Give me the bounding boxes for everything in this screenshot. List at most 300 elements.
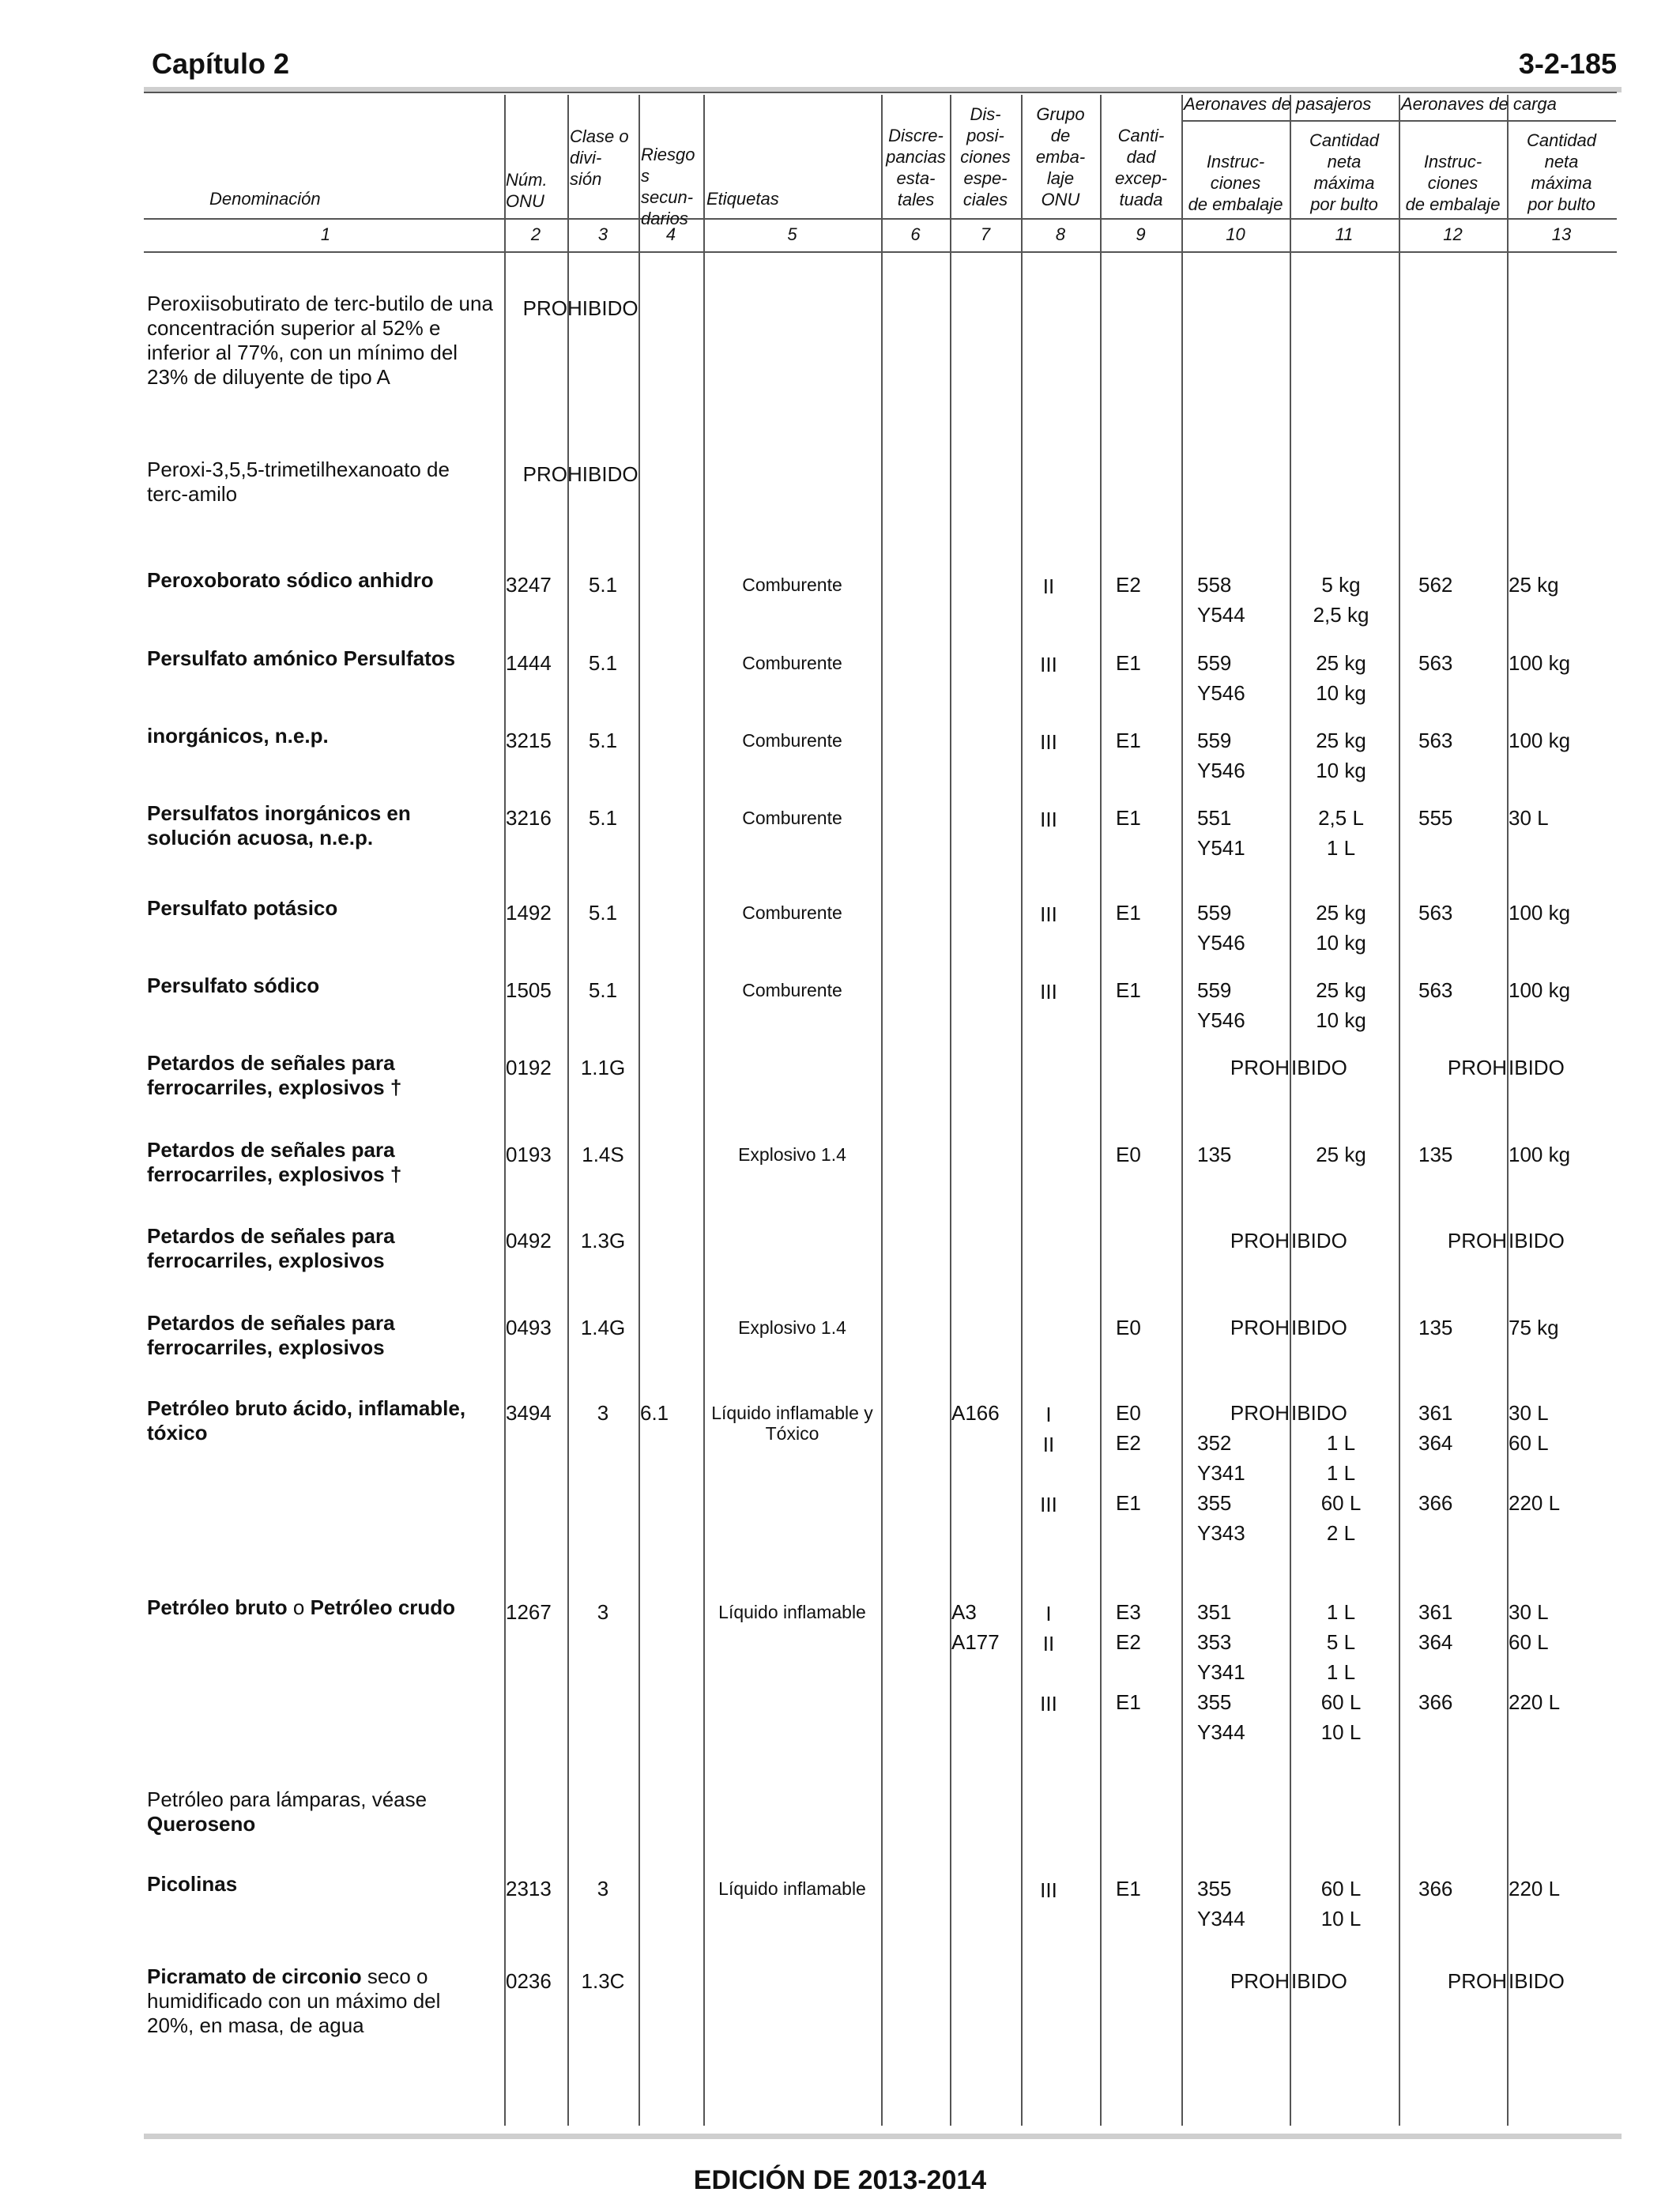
substance-name-line: ferrocarriles, explosivos †	[147, 1162, 402, 1186]
instruccion-carga: 563	[1418, 729, 1453, 752]
substance-name-line: concentración superior al 52% e	[147, 316, 441, 340]
instruccion-carga: 364	[1418, 1630, 1453, 1654]
cantidad-exceptuada: E1	[1116, 1877, 1141, 1900]
cantidad-exceptuada: E2	[1116, 573, 1141, 597]
disposicion-especial: A177	[951, 1630, 1000, 1654]
column-number: 4	[665, 224, 676, 244]
column-number: 8	[1055, 224, 1066, 244]
header-disposiciones-line: ciones	[960, 147, 1011, 167]
header-clase-line: sión	[570, 169, 602, 189]
substance-name-line: Persulfato amónico Persulfatos	[147, 646, 456, 670]
chapter-title: Capítulo 2	[152, 47, 290, 80]
instruccion-pasajeros: Y341	[1197, 1461, 1245, 1485]
instruccion-pasajeros: 352	[1197, 1431, 1232, 1455]
cantidad-pasajeros: 25 kg	[1316, 729, 1366, 752]
cantidad-carga: 60 L	[1509, 1431, 1549, 1455]
num-onu: 0493	[506, 1316, 552, 1339]
header-etiquetas: Etiquetas	[706, 189, 779, 209]
cantidad-exceptuada: E3	[1116, 1600, 1141, 1624]
grupo-embalaje: II	[1042, 1433, 1055, 1456]
column-number: 7	[980, 224, 991, 244]
cantidad-exceptuada: E1	[1116, 651, 1141, 675]
cantidad-exceptuada: E1	[1116, 901, 1141, 925]
etiqueta: Comburente	[742, 902, 842, 923]
header-disposiciones	[951, 104, 1019, 210]
grupo-embalaje: III	[1040, 980, 1057, 1004]
column-rule	[1021, 95, 1023, 2126]
substance-name	[147, 568, 503, 593]
header-clase	[570, 126, 637, 190]
cantidad-exceptuada: E1	[1116, 1690, 1141, 1714]
cantidad-exceptuada: E1	[1116, 806, 1141, 830]
header-instrucciones-carga-line: ciones	[1427, 173, 1478, 193]
header-num-onu-line: ONU	[506, 191, 544, 211]
grupo-embalaje: II	[1042, 574, 1055, 598]
substance-name-line: ferrocarriles, explosivos	[147, 1249, 385, 1272]
header-instrucciones-pasajeros-line: de embalaje	[1188, 194, 1283, 214]
instruccion-carga: 361	[1418, 1401, 1453, 1425]
cantidad-carga: 100 kg	[1509, 1143, 1571, 1166]
clase-division: 3	[597, 1600, 609, 1624]
cantidad-carga: 100 kg	[1509, 729, 1571, 752]
cantidad-carga: 30 L	[1509, 1401, 1549, 1425]
cantidad-pasajeros: 1 L	[1326, 1660, 1356, 1684]
substance-name-line: Petardos de señales para	[147, 1051, 395, 1075]
substance-name-line: Petardos de señales para	[147, 1224, 395, 1248]
substance-name-line: Persulfatos inorgánicos en	[147, 801, 411, 825]
substance-name-line: 23% de diluyente de tipo A	[147, 365, 390, 389]
header-denominacion: Denominación	[209, 189, 321, 209]
instruccion-pasajeros: Y344	[1197, 1907, 1245, 1930]
prohibido-text: PROH	[1230, 1229, 1290, 1252]
instruccion-carga: 563	[1418, 901, 1453, 925]
instruccion-pasajeros: 351	[1197, 1600, 1232, 1624]
column-rule	[504, 95, 506, 2126]
grupo-embalaje: I	[1045, 1602, 1052, 1625]
grupo-embalaje: I	[1045, 1403, 1052, 1426]
header-pasajeros: Aeronaves de pasajeros	[1184, 94, 1372, 114]
substance-name	[147, 1964, 503, 2038]
header-riesgo-line: darios	[641, 209, 688, 228]
substance-name-line: Picolinas	[147, 1872, 238, 1896]
column-number: 2	[530, 224, 541, 244]
substance-name	[147, 646, 503, 671]
clase-division: 1.3G	[580, 1229, 626, 1252]
header-grupo-line: ONU	[1041, 190, 1080, 209]
cantidad-carga: 220 L	[1509, 1877, 1561, 1900]
prohibido-text: IBIDO	[1509, 1056, 1565, 1079]
header-discrepancias-line: esta-	[896, 168, 936, 188]
instruccion-pasajeros: Y343	[1197, 1521, 1245, 1545]
substance-name-part: o	[287, 1595, 311, 1619]
column-rule	[703, 95, 705, 2126]
header-carga: Aeronaves de carga	[1401, 94, 1557, 114]
cantidad-pasajeros: 25 kg	[1316, 978, 1366, 1002]
prohibido-text: PROH	[1230, 1401, 1290, 1425]
instruccion-carga: 366	[1418, 1491, 1453, 1515]
substance-name-line: Persulfato sódico	[147, 974, 320, 997]
cantidad-pasajeros: 1 L	[1326, 836, 1356, 860]
clase-division: 1.4S	[582, 1143, 624, 1166]
column-rule	[1290, 95, 1291, 2126]
prohibido-text: HIBIDO	[567, 462, 638, 486]
header-riesgo	[641, 144, 704, 229]
clase-division: 5.1	[588, 806, 618, 830]
cantidad-exceptuada: E2	[1116, 1431, 1141, 1455]
header-cantidad-exceptuada-line: excep-	[1114, 168, 1168, 188]
prohibido-text: HIBIDO	[567, 296, 638, 320]
etiqueta: Líquido inflamable y	[711, 1403, 873, 1423]
substance-name-line: ferrocarriles, explosivos	[147, 1335, 385, 1359]
prohibido-text: PROH	[1230, 1316, 1290, 1339]
header-cantidad-carga	[1507, 130, 1616, 215]
cantidad-pasajeros: 10 L	[1320, 1907, 1362, 1930]
header-instrucciones-carga-line: Instruc-	[1423, 152, 1482, 171]
substance-name-line	[147, 1595, 503, 1620]
num-onu: 3247	[506, 573, 552, 597]
header-instrucciones-carga	[1399, 151, 1507, 215]
cantidad-exceptuada: E0	[1116, 1143, 1141, 1166]
cantidad-pasajeros: 60 L	[1320, 1491, 1362, 1515]
prohibido-text: PROH	[1447, 1056, 1507, 1079]
header-instrucciones-pasajeros	[1181, 151, 1290, 215]
cantidad-exceptuada: E0	[1116, 1401, 1141, 1425]
column-number: 12	[1443, 224, 1463, 244]
header-num-onu-line: Núm.	[506, 170, 548, 190]
instruccion-pasajeros: 559	[1197, 978, 1232, 1002]
cantidad-pasajeros: 60 L	[1320, 1690, 1362, 1714]
header-grupo-line: emba-	[1035, 147, 1086, 167]
cantidad-carga: 220 L	[1509, 1491, 1561, 1515]
cantidad-pasajeros: 1 L	[1326, 1600, 1356, 1624]
instruccion-pasajeros: Y344	[1197, 1720, 1245, 1744]
cantidad-carga: 220 L	[1509, 1690, 1561, 1714]
header-cantidad-exceptuada	[1102, 125, 1181, 210]
instruccion-pasajeros: Y541	[1197, 836, 1245, 860]
substance-name-line: Persulfato potásico	[147, 896, 338, 920]
substance-name-line: Petardos de señales para	[147, 1138, 395, 1162]
grupo-embalaje: III	[1040, 1493, 1057, 1516]
cantidad-pasajeros: 10 kg	[1316, 759, 1366, 782]
header-instrucciones-pasajeros-line: ciones	[1210, 173, 1261, 193]
num-onu: 3216	[506, 806, 552, 830]
header-grupo	[1023, 104, 1098, 210]
instruccion-pasajeros: Y546	[1197, 759, 1245, 782]
prohibido-text: PRO	[522, 462, 567, 486]
substance-name	[147, 1138, 503, 1187]
header-riesgo-line: secun-	[641, 187, 694, 207]
instruccion-carga: 361	[1418, 1600, 1453, 1624]
num-onu: 0192	[506, 1056, 552, 1079]
column-number: 10	[1226, 224, 1245, 244]
aircraft-group-rule	[1181, 120, 1616, 122]
num-onu: 3494	[506, 1401, 552, 1425]
substance-name-part: Petróleo bruto	[147, 1595, 288, 1619]
substance-name	[147, 1051, 503, 1100]
column-rule	[1181, 95, 1183, 2126]
substance-name	[147, 974, 503, 998]
prohibido-text: PROH	[1230, 1969, 1290, 1993]
cantidad-carga: 60 L	[1509, 1630, 1549, 1654]
substance-name	[147, 1224, 503, 1273]
cantidad-pasajeros: 2,5 kg	[1313, 603, 1369, 627]
header-cantidad-exceptuada-line: tuada	[1119, 190, 1163, 209]
prohibido-text: IBIDO	[1291, 1056, 1347, 1079]
substance-name-part: seco o	[361, 1964, 428, 1988]
cantidad-carga: 100 kg	[1509, 901, 1571, 925]
substance-name	[147, 896, 503, 921]
prohibido-text: IBIDO	[1291, 1969, 1347, 1993]
prohibido-text: IBIDO	[1291, 1401, 1347, 1425]
column-rule	[1399, 95, 1400, 2126]
substance-name	[147, 724, 503, 748]
column-number: 11	[1335, 224, 1354, 244]
instruccion-pasajeros: Y546	[1197, 931, 1245, 955]
edition-footer: EDICIÓN DE 2013-2014	[693, 2165, 987, 2195]
header-disposiciones-line: espe-	[963, 168, 1008, 188]
substance-name-part: Picramato de circonio	[147, 1964, 362, 1988]
column-rule	[950, 95, 951, 2126]
instruccion-pasajeros: Y546	[1197, 681, 1245, 705]
substance-name-line: Peroxiisobutirato de terc-butilo de una	[147, 292, 493, 315]
substance-name-line: Petróleo bruto ácido, inflamable,	[147, 1396, 466, 1420]
substance-name	[147, 1872, 503, 1897]
instruccion-carga: 563	[1418, 651, 1453, 675]
header-cantidad-exceptuada-line: dad	[1126, 147, 1156, 167]
column-rule	[1507, 95, 1509, 2126]
instruccion-pasajeros: 135	[1197, 1143, 1232, 1166]
etiqueta: Explosivo 1.4	[738, 1317, 846, 1338]
colnum-rule	[144, 251, 1617, 253]
instruccion-pasajeros: Y546	[1197, 1008, 1245, 1032]
instruccion-pasajeros: 559	[1197, 651, 1232, 675]
num-onu: 1505	[506, 978, 552, 1002]
substance-name-line: Queroseno	[147, 1812, 256, 1836]
prohibido-text: PRO	[522, 296, 567, 320]
cantidad-exceptuada: E2	[1116, 1630, 1141, 1654]
clase-division: 3	[597, 1877, 609, 1900]
header-num-onu	[506, 169, 561, 212]
substance-name-line: Petardos de señales para	[147, 1311, 395, 1335]
cantidad-pasajeros: 5 L	[1326, 1630, 1356, 1654]
clase-division: 1.1G	[580, 1056, 626, 1079]
clase-division: 5.1	[588, 573, 618, 597]
header-bottom-rule	[144, 218, 1617, 220]
instruccion-pasajeros: 353	[1197, 1630, 1232, 1654]
grupo-embalaje: III	[1040, 808, 1057, 831]
cantidad-exceptuada: E1	[1116, 1491, 1141, 1515]
header-discrepancias-line: Discre-	[888, 126, 944, 145]
instruccion-pasajeros: 355	[1197, 1491, 1232, 1515]
column-rule	[638, 95, 640, 2126]
grupo-embalaje: III	[1040, 730, 1057, 754]
substance-name	[147, 1311, 503, 1360]
header-riesgo-line: Riesgo	[641, 145, 695, 164]
num-onu: 2313	[506, 1877, 552, 1900]
num-onu: 0492	[506, 1229, 552, 1252]
instruccion-pasajeros: 355	[1197, 1690, 1232, 1714]
column-number: 13	[1551, 224, 1572, 244]
grupo-embalaje: III	[1040, 1692, 1057, 1716]
header-cantidad-carga-line: por bulto	[1527, 194, 1595, 214]
grupo-embalaje: III	[1040, 653, 1057, 676]
header-disposiciones-line: posi-	[966, 126, 1004, 145]
etiqueta: Comburente	[742, 574, 842, 595]
header-grupo-line: Grupo	[1036, 104, 1085, 124]
num-onu: 1267	[506, 1600, 552, 1624]
instruccion-pasajeros: Y544	[1197, 603, 1245, 627]
substance-name-line: solución acuosa, n.e.p.	[147, 826, 374, 849]
substance-name-line: ferrocarriles, explosivos †	[147, 1075, 402, 1099]
substance-name	[147, 1787, 503, 1836]
substance-name-part: Petróleo crudo	[310, 1595, 456, 1619]
cantidad-pasajeros: 10 kg	[1316, 931, 1366, 955]
cantidad-exceptuada: E1	[1116, 729, 1141, 752]
cantidad-pasajeros: 25 kg	[1316, 901, 1366, 925]
substance-name-line: Peroxoborato sódico anhidro	[147, 568, 434, 592]
cantidad-exceptuada: E1	[1116, 978, 1141, 1002]
header-disposiciones-line: Dis-	[970, 104, 1001, 124]
header-clase-line: divi-	[570, 148, 602, 168]
num-onu: 1492	[506, 901, 552, 925]
cantidad-pasajeros: 1 L	[1326, 1431, 1356, 1455]
clase-division: 1.3C	[581, 1969, 625, 1993]
cantidad-pasajeros: 10 kg	[1316, 681, 1366, 705]
etiqueta: Líquido inflamable	[718, 1878, 866, 1899]
clase-division: 1.4G	[580, 1316, 626, 1339]
grupo-embalaje: II	[1042, 1632, 1055, 1655]
header-instrucciones-carga-line: de embalaje	[1405, 194, 1501, 214]
instruccion-pasajeros: 558	[1197, 573, 1232, 597]
column-number: 1	[320, 224, 331, 244]
header-cantidad-carga-line: neta	[1544, 152, 1579, 171]
header-cantidad-pasajeros-line: máxima	[1313, 173, 1375, 193]
cantidad-pasajeros: 5 kg	[1321, 573, 1361, 597]
column-rule	[881, 95, 883, 2126]
header-grupo-line: de	[1050, 126, 1071, 145]
header-cantidad-exceptuada-line: Canti-	[1117, 126, 1165, 145]
footer-rule	[144, 2134, 1622, 2139]
cantidad-pasajeros: 2 L	[1326, 1521, 1356, 1545]
substance-name	[147, 292, 503, 390]
substance-name-line: 20%, en masa, de agua	[147, 2013, 364, 2037]
header-cantidad-pasajeros-line: por bulto	[1310, 194, 1378, 214]
cantidad-pasajeros: 10 kg	[1316, 1008, 1366, 1032]
instruccion-pasajeros: Y341	[1197, 1660, 1245, 1684]
cantidad-carga: 75 kg	[1509, 1316, 1559, 1339]
header-grupo-line: laje	[1046, 168, 1075, 188]
header-discrepancias-line: pancias	[886, 147, 946, 167]
instruccion-carga: 364	[1418, 1431, 1453, 1455]
cantidad-exceptuada: E0	[1116, 1316, 1141, 1339]
grupo-embalaje: III	[1040, 902, 1057, 926]
substance-name-line: humidificado con un máximo del	[147, 1989, 441, 2013]
etiqueta: Comburente	[742, 653, 842, 673]
header-cantidad-pasajeros-line: Cantidad	[1309, 130, 1380, 150]
etiqueta: Explosivo 1.4	[738, 1144, 846, 1165]
substance-name-line	[147, 1964, 503, 1989]
instruccion-pasajeros: 355	[1197, 1877, 1232, 1900]
header-cantidad-carga-line: máxima	[1531, 173, 1592, 193]
instruccion-carga: 366	[1418, 1690, 1453, 1714]
cantidad-pasajeros: 60 L	[1320, 1877, 1362, 1900]
header-disposiciones-line: ciales	[962, 190, 1008, 209]
etiqueta: Tóxico	[765, 1423, 819, 1444]
cantidad-pasajeros: 1 L	[1326, 1461, 1356, 1485]
num-onu: 1444	[506, 651, 552, 675]
page-number: 3-2-185	[1518, 47, 1617, 80]
etiqueta: Líquido inflamable	[718, 1602, 866, 1622]
column-number: 9	[1136, 224, 1146, 244]
instruccion-carga: 135	[1418, 1316, 1453, 1339]
clase-division: 5.1	[588, 901, 618, 925]
column-number: 3	[597, 224, 608, 244]
substance-name-line: tóxico	[147, 1421, 208, 1445]
etiqueta: Comburente	[742, 980, 842, 1000]
disposicion-especial: A3	[951, 1600, 977, 1624]
cantidad-carga: 100 kg	[1509, 978, 1571, 1002]
header-riesgo-line: s	[641, 166, 650, 186]
cantidad-pasajeros: 25 kg	[1316, 1143, 1366, 1166]
column-rule	[1100, 95, 1102, 2126]
cantidad-carga: 25 kg	[1509, 573, 1559, 597]
cantidad-pasajeros: 25 kg	[1316, 651, 1366, 675]
column-number: 5	[787, 224, 797, 244]
clase-division: 5.1	[588, 978, 618, 1002]
cantidad-carga: 30 L	[1509, 806, 1549, 830]
grupo-embalaje: III	[1040, 1878, 1057, 1902]
riesgo-secundario: 6.1	[640, 1401, 669, 1425]
header-discrepancias	[883, 125, 949, 210]
substance-name-line: terc-amilo	[147, 482, 238, 506]
header-clase-line: Clase o	[570, 126, 629, 146]
prohibido-text: PROH	[1447, 1229, 1507, 1252]
cantidad-pasajeros: 2,5 L	[1318, 806, 1364, 830]
substance-name	[147, 458, 503, 507]
instruccion-carga: 555	[1418, 806, 1453, 830]
instruccion-carga: 135	[1418, 1143, 1453, 1166]
instruccion-carga: 366	[1418, 1877, 1453, 1900]
substance-name	[147, 1396, 503, 1445]
disposicion-especial: A166	[951, 1401, 1000, 1425]
substance-name-line: inferior al 77%, con un mínimo del	[147, 341, 458, 364]
substance-name-line: inorgánicos, n.e.p.	[147, 724, 329, 748]
clase-division: 3	[597, 1401, 609, 1425]
header-instrucciones-pasajeros-line: Instruc-	[1206, 152, 1265, 171]
substance-name-line: Petróleo para lámparas, véase	[147, 1787, 428, 1811]
prohibido-text: IBIDO	[1291, 1229, 1347, 1252]
prohibido-text: IBIDO	[1509, 1229, 1565, 1252]
num-onu: 3215	[506, 729, 552, 752]
instruccion-carga: 562	[1418, 573, 1453, 597]
header-cantidad-carga-line: Cantidad	[1526, 130, 1597, 150]
substance-name	[147, 801, 503, 850]
header-top-rule	[144, 92, 1617, 93]
substance-name-line: Peroxi-3,5,5-trimetilhexanoato de	[147, 458, 450, 481]
substance-name	[147, 1595, 503, 1620]
cantidad-pasajeros: 10 L	[1320, 1720, 1362, 1744]
instruccion-pasajeros: 559	[1197, 729, 1232, 752]
column-number: 6	[910, 224, 921, 244]
header-cantidad-pasajeros-line: neta	[1327, 152, 1362, 171]
prohibido-text: PROH	[1447, 1969, 1507, 1993]
prohibido-text: PROH	[1230, 1056, 1290, 1079]
instruccion-pasajeros: 551	[1197, 806, 1232, 830]
etiqueta: Comburente	[742, 808, 842, 828]
cantidad-carga: 30 L	[1509, 1600, 1549, 1624]
num-onu: 0193	[506, 1143, 552, 1166]
cantidad-carga: 100 kg	[1509, 651, 1571, 675]
